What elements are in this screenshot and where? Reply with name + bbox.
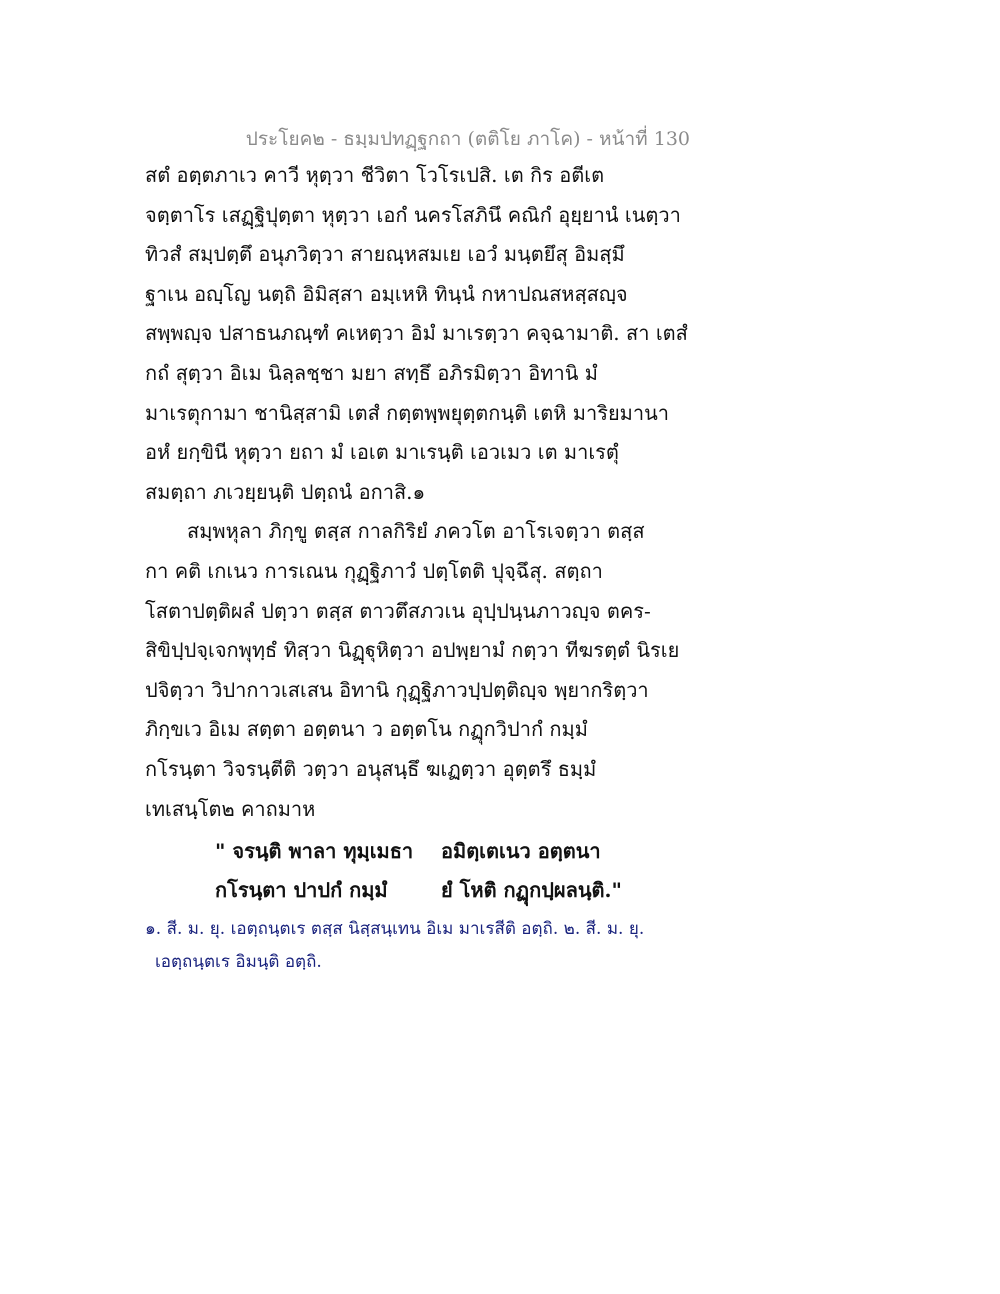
paragraph2-line: สิขิปฺปจฺเจกพุทฺธํ ทิสฺวา นิฏฺฐุหิตฺวา อปพฺยามํ กตฺวา ทีฆรตฺตํ นิรเย [145, 638, 680, 663]
paragraph2-line: กโรนฺตา วิจรนฺตีติ วตฺวา อนุสนฺธึ ฆเฏตฺวา อุตฺตรึ ธมฺมํ [145, 756, 597, 781]
paragraph2-line: กา คติ เกเนว การเณน กุฏฺฐิภาวํ ปตฺโตติ ปุจฺฉึสุ. สตฺถา [145, 558, 603, 583]
verse-block [215, 832, 675, 910]
verse-line-2-right: ยํ โหติ กฏุกปฺผลนฺติ." [441, 878, 622, 902]
paragraph2-line: โสตาปตฺติผลํ ปตฺวา ตสฺส ตาวตึสภวเน อุปฺปนฺนภาวญฺจ ตคร- [145, 598, 651, 623]
body-line: สมตฺถา ภเวยฺยนฺติ ปตฺถนํ อกาสิ.๑ [145, 479, 426, 504]
verse-line-2-left: กโรนฺตา ปาปกํ กมฺมํ [215, 878, 388, 902]
verse-line-1-right: อมิตฺเตเนว อตฺตนา [441, 839, 601, 863]
footnotes [145, 913, 665, 979]
body-line: ทิวสํ สมฺปตฺตึ อนุภวิตฺวา สายณฺหสมเย เอวํ มนฺตยึสุ อิมสฺมึ [145, 242, 625, 267]
body-line: มาเรตุกามา ชานิสฺสามิ เตสํ กตฺตพฺพยุตฺตกนฺติ เตหิ มาริยมานา [145, 400, 669, 425]
verse-line-1 [215, 832, 675, 871]
body-text [145, 156, 705, 829]
page-header: ประโยค๒ - ธมฺมปทฏฺฐกถา (ตติโย ภาโค) - หน้าที่ 130 [245, 128, 690, 150]
footnote-line-2: เอตฺถนฺตเร อิมนฺติ อตฺถิ. [155, 952, 322, 972]
paragraph2-line: ภิกฺขเว อิเม สตฺตา อตฺตนา ว อตฺตโน กฏุกวิปากํ กมฺมํ [145, 717, 588, 742]
paragraph2-line: เทเสนฺโต๒ คาถมาห [145, 796, 316, 821]
body-line: กถํ สุตฺวา อิเม นิลฺลชฺชา มยา สทฺธึ อภิรมิตฺวา อิทานิ มํ [145, 360, 598, 385]
body-line: ฐาเน อญฺโญ นตฺถิ อิมิสฺสา อมฺเหหิ ทินฺนํ กหาปณสหสฺสญฺจ [145, 281, 628, 306]
body-line: สพฺพญฺจ ปสาธนภณฺฑํ คเหตฺวา อิมํ มาเรตฺวา คจฺฉามาติ. สา เตสํ [145, 321, 688, 346]
body-line: สตํ อตฺตภาเว คาวี หุตฺวา ชีวิตา โวโรเปสิ. เต กิร อตีเต [145, 163, 605, 187]
footnote-line-1: ๑. สี. ม. ยุ. เอตฺถนฺตเร ตสฺส นิสฺสนฺเทน อิเม มาเรสีติ อตฺถิ. ๒. สี. ม. ยุ. [145, 919, 645, 939]
paragraph2-line: ปจิตฺวา วิปากาวเสเสน อิทานิ กุฏฺฐิภาวปฺปตฺติญฺจ พฺยากริตฺวา [145, 677, 649, 702]
verse-line-1-left: " จรนฺติ พาลา ทุมฺเมธา [215, 839, 414, 863]
body-line: จตฺตาโร เสฏฺฐิปุตฺตา หุตฺวา เอกํ นครโสภินึ คณิกํ อุยฺยานํ เนตฺวา [145, 202, 681, 227]
body-line: อหํ ยกฺขินี หุตฺวา ยถา มํ เอเต มาเรนฺติ เอวเมว เต มาเรตุํ [145, 440, 619, 465]
verse-line-2 [215, 871, 675, 910]
paragraph2-line: สมฺพหุลา ภิกฺขู ตสฺส กาลกิริยํ ภควโต อาโรเจตฺวา ตสฺส [187, 519, 645, 544]
